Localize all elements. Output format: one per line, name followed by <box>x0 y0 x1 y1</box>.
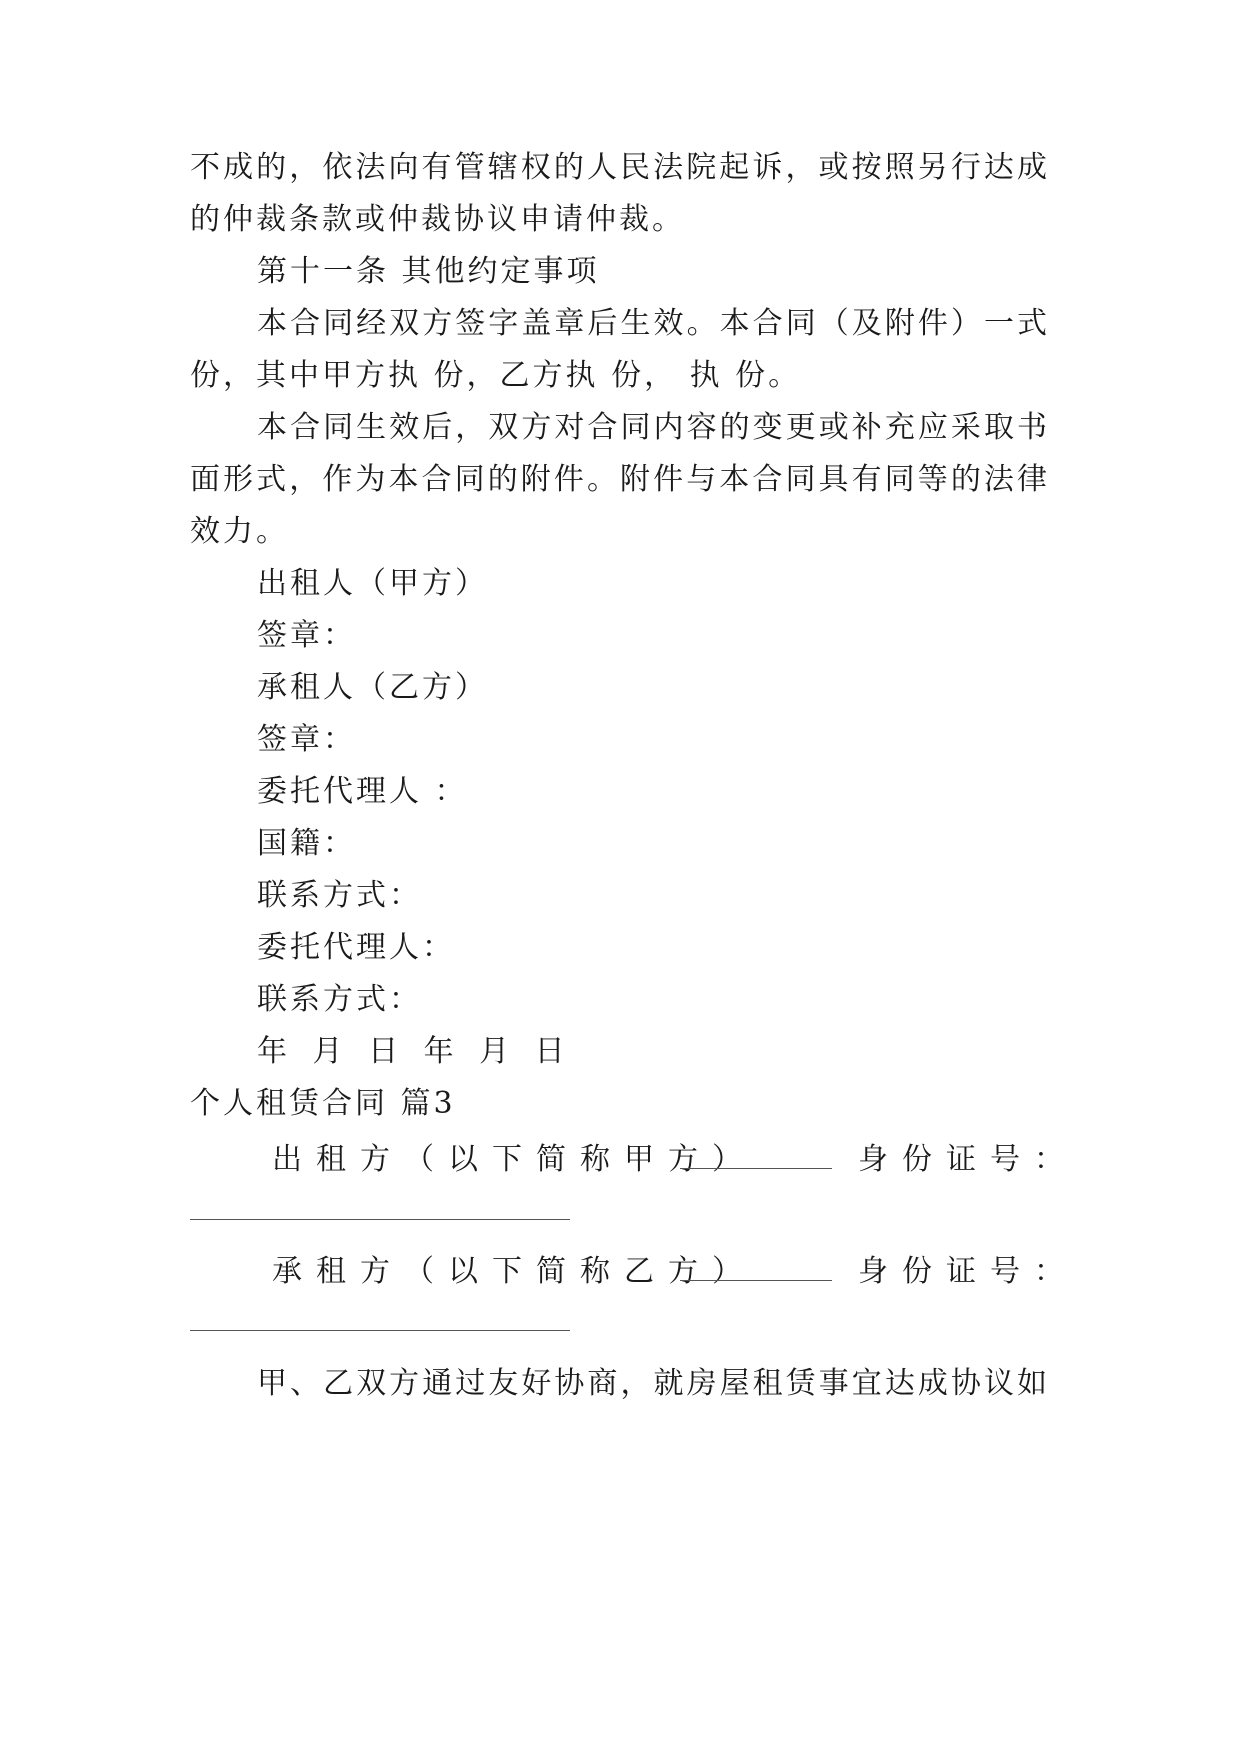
dispute-clause-line-2: 的仲裁条款或仲裁协议申请仲裁。 <box>190 202 685 237</box>
signature-dates: 年 月 日 年 月 日 <box>257 1034 573 1069</box>
party-b-label: 承租方（以下简称乙方） <box>272 1254 756 1289</box>
article-11-para1-line-1: 本合同经双方签字盖章后生效。本合同（及附件）一式 <box>257 306 1050 341</box>
lessor-seal-label: 签章： <box>257 618 356 653</box>
article-11-para2-line-1: 本合同生效后，双方对合同内容的变更或补充应采取书 <box>257 410 1050 445</box>
contact-label-2: 联系方式： <box>257 982 422 1017</box>
party-a-name-blank <box>680 1168 832 1169</box>
nationality-label: 国籍： <box>257 826 356 861</box>
lessee-label: 承租人（乙方） <box>257 670 488 705</box>
party-a-label: 出租方（以下简称甲方） <box>272 1142 756 1177</box>
agreement-intro-line: 甲、乙双方通过友好协商，就房屋租赁事宜达成协议如 <box>257 1366 1050 1401</box>
agent-label-1: 委托代理人 ： <box>257 774 468 809</box>
article-11-para2-line-2: 面形式，作为本合同的附件。附件与本合同具有同等的法律 <box>190 462 1050 497</box>
lessee-seal-label: 签章： <box>257 722 356 757</box>
article-11-para2-line-3: 效力。 <box>190 514 289 549</box>
party-b-id-blank <box>190 1330 570 1331</box>
contact-label-1: 联系方式： <box>257 878 422 913</box>
party-b-name-blank <box>680 1280 832 1281</box>
party-b-id-label: 身份证号： <box>858 1254 1078 1289</box>
lessor-label: 出租人（甲方） <box>257 566 488 601</box>
party-a-id-label: 身份证号： <box>858 1142 1078 1177</box>
dispute-clause-line-1: 不成的，依法向有管辖权的人民法院起诉，或按照另行达成 <box>190 150 1050 185</box>
section-3-title: 个人租赁合同 篇3 <box>190 1086 456 1121</box>
agent-label-2: 委托代理人： <box>257 930 455 965</box>
article-11-heading: 第十一条 其他约定事项 <box>257 254 600 289</box>
article-11-para1-line-2: 份，其中甲方执 份，乙方执 份， 执 份。 <box>190 358 802 393</box>
party-a-id-blank <box>190 1219 570 1220</box>
